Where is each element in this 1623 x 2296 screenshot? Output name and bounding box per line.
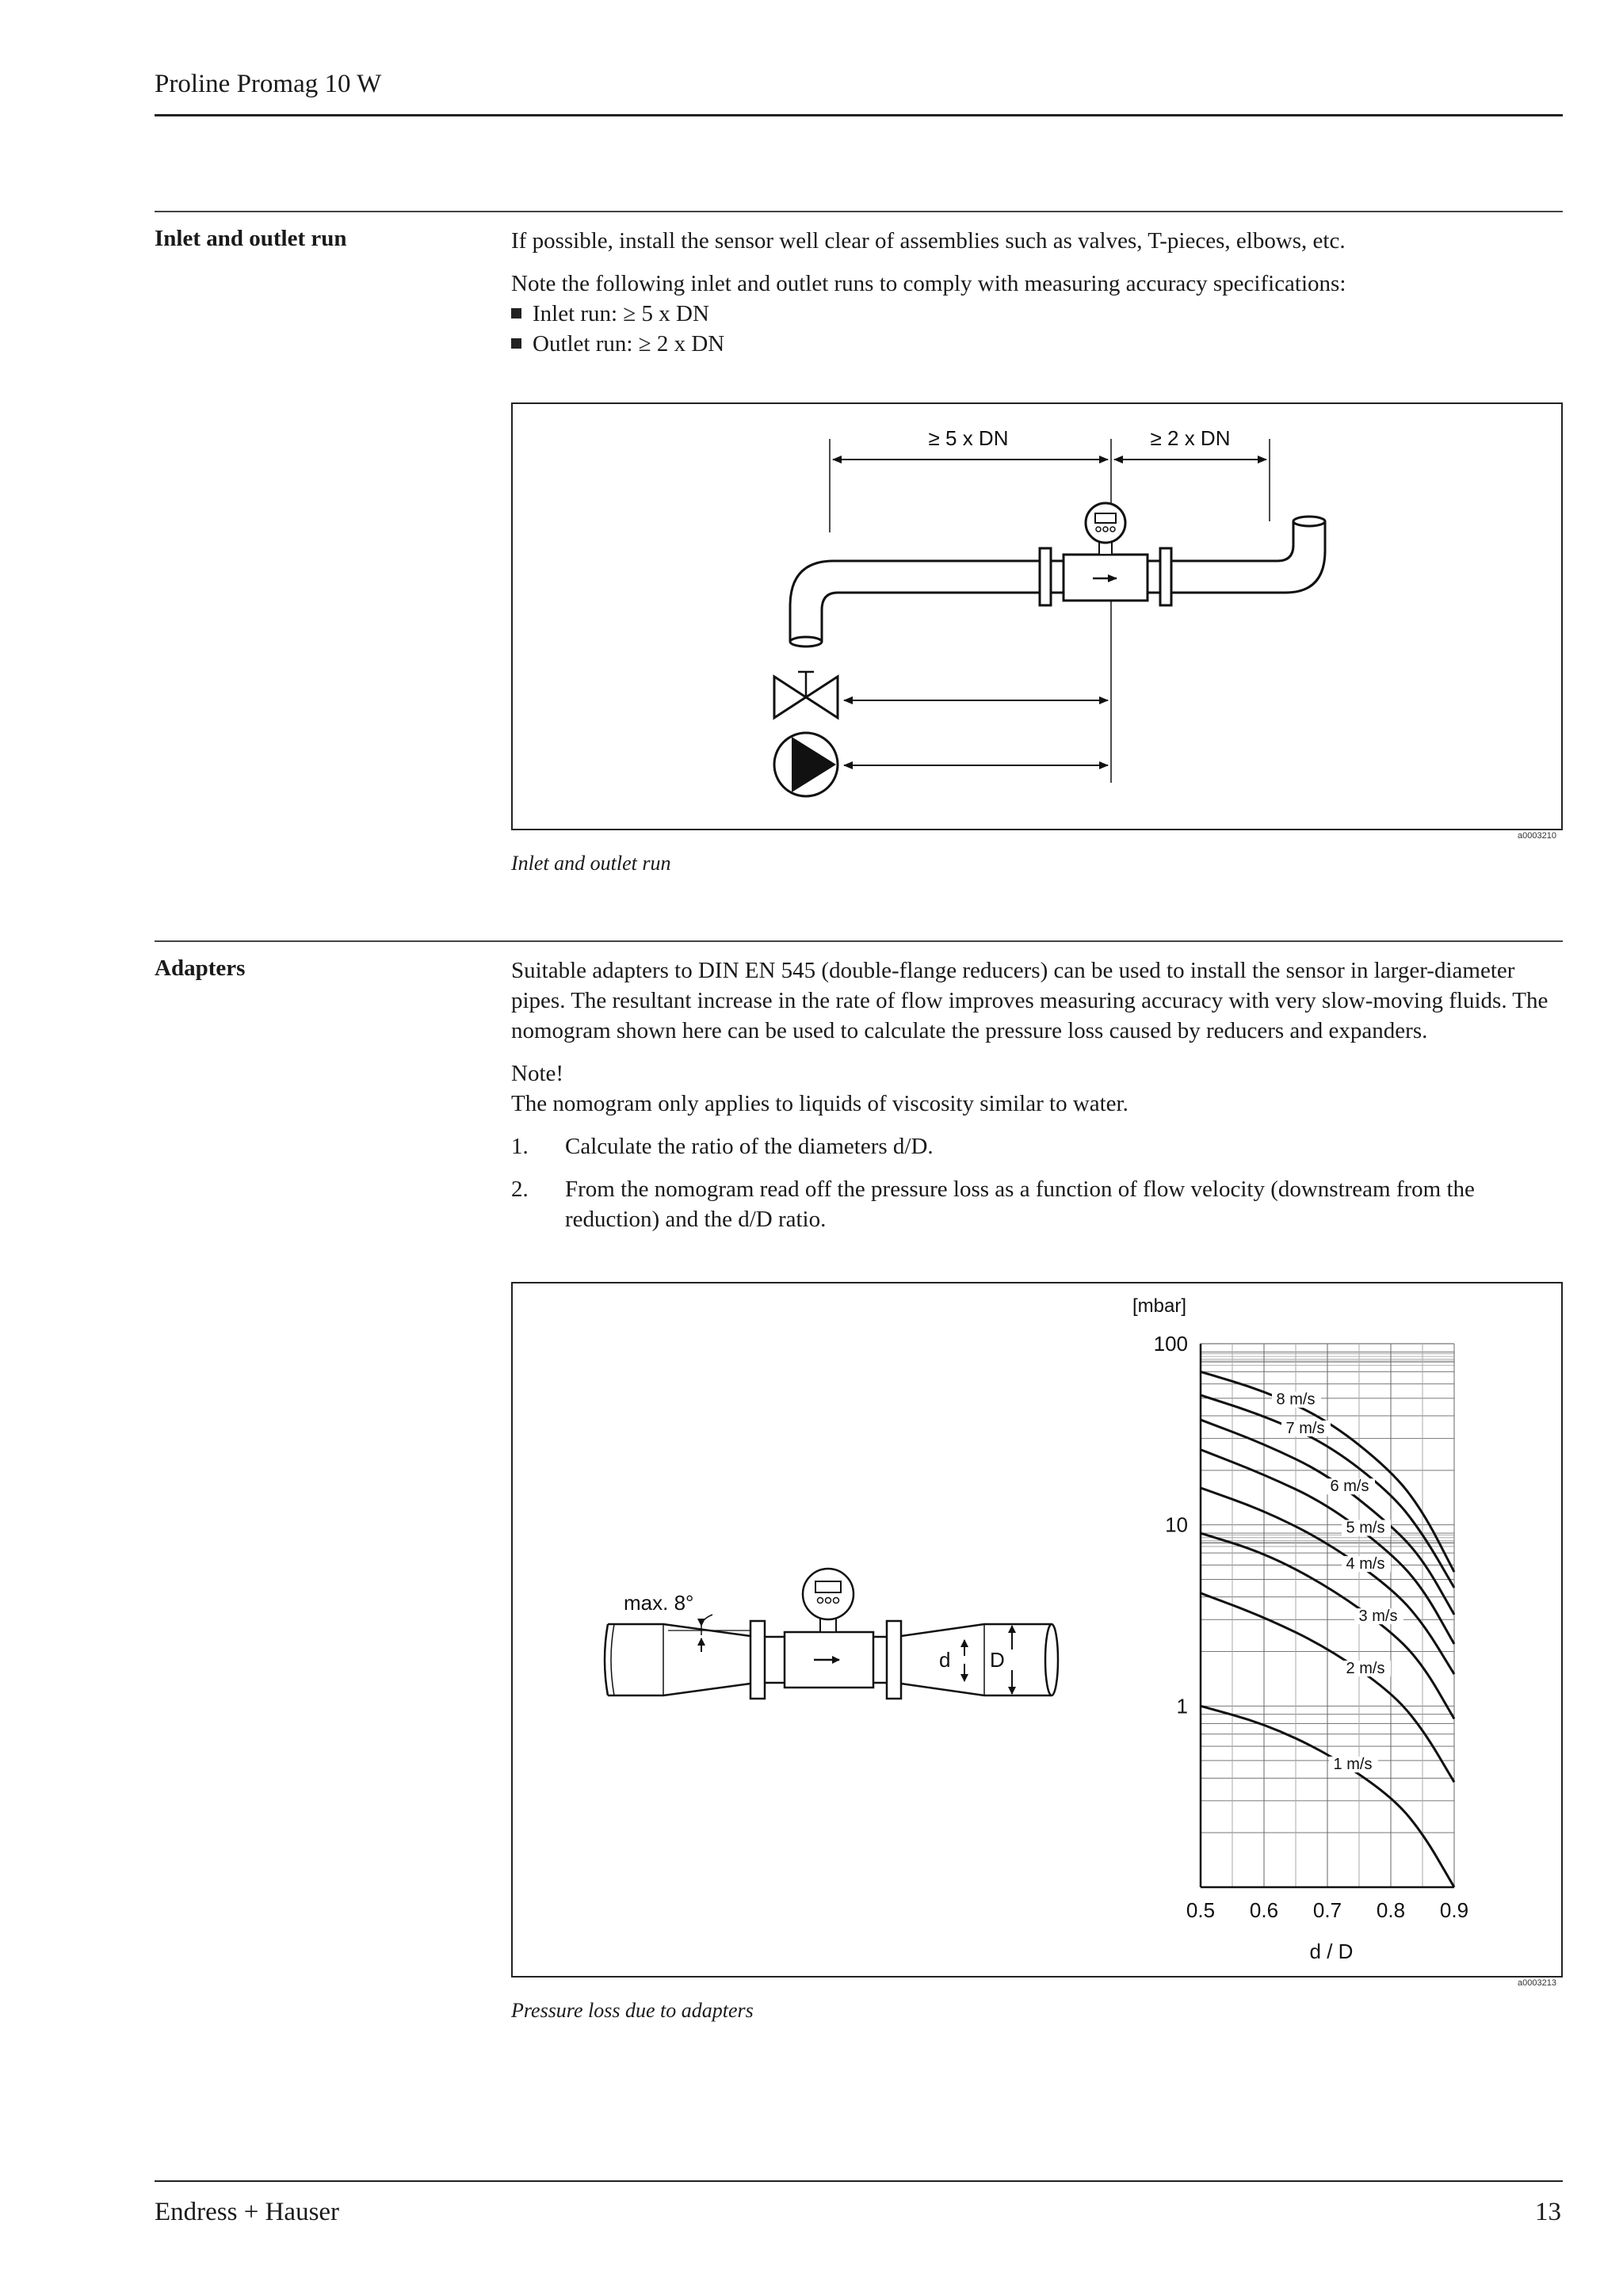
- paragraph: Note the following inlet and outlet runs to comply with measuring accuracy specifications:: [511, 271, 1346, 296]
- y-tick-label: 1: [1176, 1694, 1188, 1718]
- figure-inlet-outlet: [511, 402, 1563, 830]
- y-axis-label: [mbar]: [1132, 1295, 1187, 1317]
- series-label: 1 m/s: [1333, 1756, 1373, 1774]
- header-rule: [155, 114, 1563, 116]
- series-label: 2 m/s: [1346, 1659, 1385, 1677]
- valve-icon: [774, 672, 838, 718]
- bullet-item: Inlet run: ≥ 5 x DN: [511, 299, 1565, 329]
- reducer-drawing: [605, 1569, 1058, 1699]
- x-tick-label: 0.7: [1312, 1898, 1342, 1922]
- y-tick-label: 10: [1165, 1512, 1188, 1537]
- large-diameter-label: D: [990, 1648, 1005, 1672]
- footer-company: Endress + Hauser: [155, 2198, 340, 2226]
- small-diameter-label: d: [939, 1648, 951, 1672]
- bullet-square-icon: [511, 308, 521, 318]
- page-number: 13: [1535, 2198, 1561, 2226]
- paragraph: Suitable adapters to DIN EN 545 (double-flange reducers) can be used to install the sensor in larger-diameter pipes. The resultant increase in the rate of flow improves measuring accuracy with very slow-moving fluids. The nomogram shown here can be used to calculate the pressure loss caused by reducers and expanders.: [511, 958, 1549, 1043]
- series-label: 6 m/s: [1330, 1478, 1369, 1496]
- figure-adapters: [511, 1282, 1563, 1978]
- series-label: 5 m/s: [1346, 1519, 1385, 1537]
- y-tick-label: 100: [1153, 1332, 1188, 1356]
- figure-id: a0003210: [1518, 831, 1556, 841]
- section-title-inlet-outlet: Inlet and outlet run: [155, 226, 347, 251]
- figure-id: a0003213: [1518, 1978, 1556, 1988]
- note-title: Note!: [511, 1061, 564, 1086]
- series-label: 8 m/s: [1276, 1390, 1316, 1409]
- numbered-step: 1. Calculate the ratio of the diameters d/D.: [511, 1134, 934, 1159]
- adapters-diagram: [513, 1283, 1561, 1976]
- section-body-adapters: [511, 955, 1565, 1234]
- numbered-step: 2. From the nomogram read off the pressure loss as a function of flow velocity (downstream from the reduction) and the d/D ratio.: [511, 1177, 1475, 1232]
- series-label: 3 m/s: [1358, 1608, 1398, 1626]
- paragraph: If possible, install the sensor well clear of assemblies such as valves, T-pieces, elbows, etc.: [511, 228, 1346, 254]
- figure-caption: Pressure loss due to adapters: [511, 1999, 754, 2022]
- x-axis-label: d / D: [1309, 1939, 1354, 1963]
- inlet-outlet-diagram: [513, 404, 1561, 829]
- footer-rule: [155, 2180, 1563, 2182]
- series-label: 4 m/s: [1346, 1555, 1385, 1573]
- section-divider: [155, 940, 1563, 942]
- bullet-square-icon: [511, 338, 521, 349]
- x-tick-label: 0.9: [1439, 1898, 1469, 1922]
- section-body-inlet-outlet: [511, 226, 1565, 359]
- pump-icon: [774, 733, 838, 796]
- outlet-dimension-label: ≥ 2 x DN: [1150, 426, 1231, 450]
- section-title-adapters: Adapters: [155, 955, 246, 981]
- running-header: Proline Promag 10 W: [155, 70, 382, 98]
- x-tick-label: 0.5: [1186, 1898, 1216, 1922]
- pressure-loss-chart: [1132, 1295, 1468, 1963]
- series-label: 7 m/s: [1285, 1420, 1325, 1438]
- figure-caption: Inlet and outlet run: [511, 852, 671, 875]
- bullet-item: Outlet run: ≥ 2 x DN: [511, 329, 1565, 359]
- inlet-dimension-label: ≥ 5 x DN: [928, 426, 1009, 450]
- x-tick-label: 0.6: [1249, 1898, 1279, 1922]
- max-angle-label: max. 8°: [624, 1591, 694, 1615]
- x-tick-label: 0.8: [1376, 1898, 1406, 1922]
- section-divider: [155, 211, 1563, 212]
- transmitter-icon: [803, 1569, 854, 1619]
- note-text: The nomogram only applies to liquids of viscosity similar to water.: [511, 1091, 1128, 1116]
